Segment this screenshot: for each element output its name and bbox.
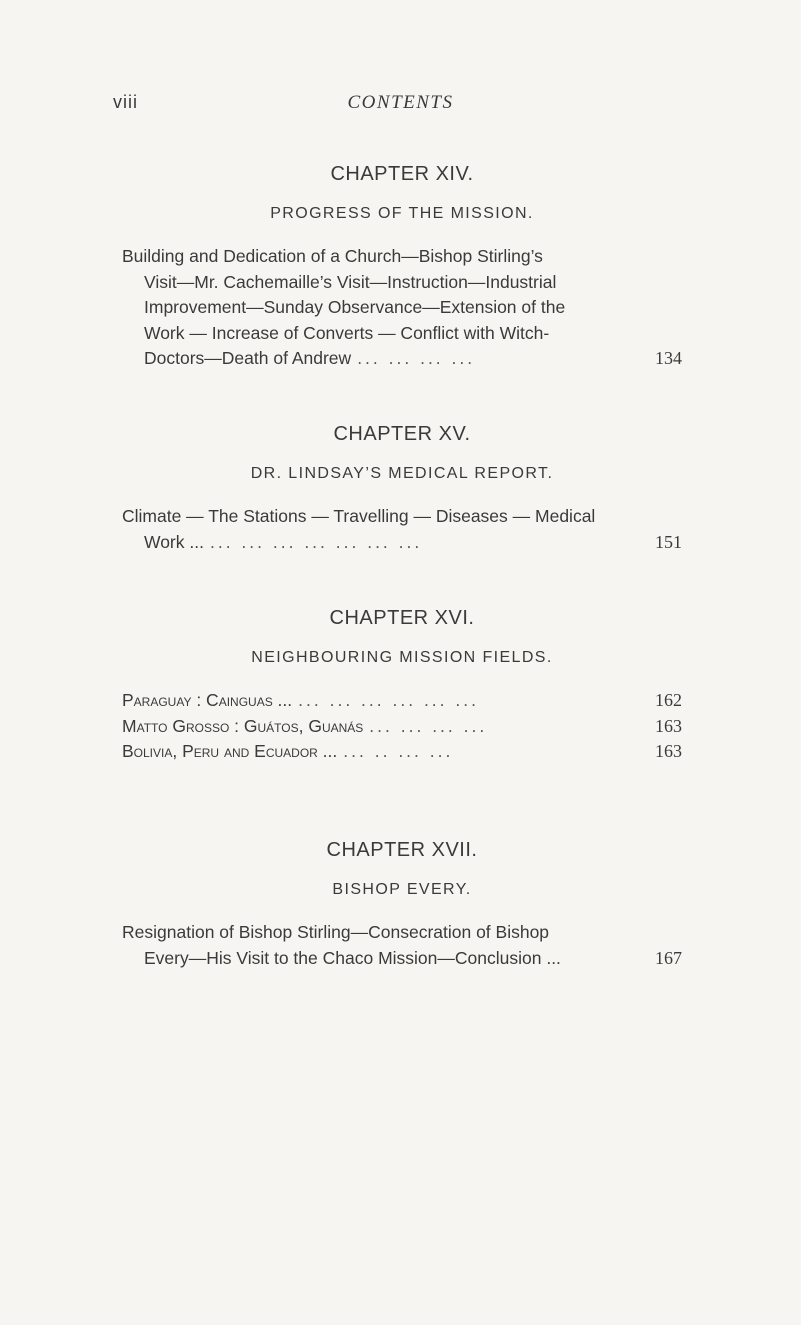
toc-entry bbox=[122, 920, 682, 971]
entry-last-line bbox=[122, 739, 682, 765]
entry-line: Resignation of Bishop Stirling—Consecration of Bishop bbox=[122, 922, 550, 942]
chapter-heading: CHAPTER XV. bbox=[333, 423, 471, 445]
entry-line: Climate — The Stations — Travelling — Diseases — Medical bbox=[122, 506, 596, 526]
entry-line: Visit—Mr. Cachemaille’s Visit—Instruction—Industrial bbox=[144, 271, 557, 292]
chapter-heading: CHAPTER XVI. bbox=[329, 607, 475, 629]
entry-text: Matto Grosso : Guátos, Guanás bbox=[122, 715, 364, 736]
chapter-xvi bbox=[122, 604, 682, 765]
dot-leader: ... ... ... ... ... ... ... bbox=[209, 531, 423, 552]
toc-entry bbox=[122, 714, 682, 740]
running-title: CONTENTS bbox=[347, 92, 454, 113]
entry-line: Improvement—Sunday Observance—Extension of the bbox=[144, 297, 566, 317]
dot-leader: ... ... ... ... ... ... bbox=[298, 690, 479, 710]
entry-line: Building and Dedication of a Church—Bishop Stirling’s bbox=[122, 246, 543, 266]
chapter-title: BISHOP EVERY. bbox=[332, 881, 472, 898]
toc-entry bbox=[122, 739, 682, 765]
chapter-xiv bbox=[122, 160, 682, 372]
entry-text: Paraguay : Cainguas ... bbox=[122, 690, 293, 710]
chapter-heading: CHAPTER XIV. bbox=[330, 163, 474, 185]
entry-line: Work — Increase of Converts — Conflict with Witch- bbox=[144, 322, 550, 343]
running-head bbox=[0, 92, 801, 122]
chapter-xvii bbox=[122, 836, 682, 971]
entry-last-line bbox=[122, 346, 682, 372]
entry-text: Every—His Visit to the Chaco Mission—Conclusion ... bbox=[144, 947, 561, 968]
chapter-heading: CHAPTER XVII. bbox=[326, 839, 478, 861]
entry-last-line bbox=[122, 688, 682, 714]
page-number: 134 bbox=[655, 348, 682, 368]
chapter-title: DR. LINDSAY’S MEDICAL REPORT. bbox=[250, 465, 554, 482]
page-number: 151 bbox=[655, 531, 682, 552]
chapter-title: NEIGHBOURING MISSION FIELDS. bbox=[251, 649, 553, 666]
entry-text: Doctors—Death of Andrew bbox=[144, 348, 352, 368]
toc-entry bbox=[122, 688, 682, 714]
page-folio: viii bbox=[113, 92, 138, 112]
dot-leader: ... ... ... ... bbox=[357, 348, 476, 368]
dot-leader: ... ... ... ... bbox=[369, 715, 488, 736]
page-number: 167 bbox=[655, 947, 682, 968]
chapter-title: PROGRESS OF THE MISSION. bbox=[270, 205, 534, 222]
entry-text: Bolivia, Peru and Ecuador ... bbox=[122, 741, 338, 761]
entry-last-line bbox=[122, 530, 682, 556]
toc-entry bbox=[122, 504, 682, 555]
entry-last-line bbox=[122, 946, 682, 972]
chapter-xv bbox=[122, 420, 682, 555]
entry-last-line bbox=[122, 714, 682, 740]
dot-leader: ... .. ... ... bbox=[343, 741, 454, 761]
toc-entry bbox=[122, 244, 682, 372]
entry-text: Work ... bbox=[144, 531, 204, 552]
page-number: 162 bbox=[655, 690, 682, 710]
page-number: 163 bbox=[655, 741, 682, 761]
page-number: 163 bbox=[655, 715, 682, 736]
